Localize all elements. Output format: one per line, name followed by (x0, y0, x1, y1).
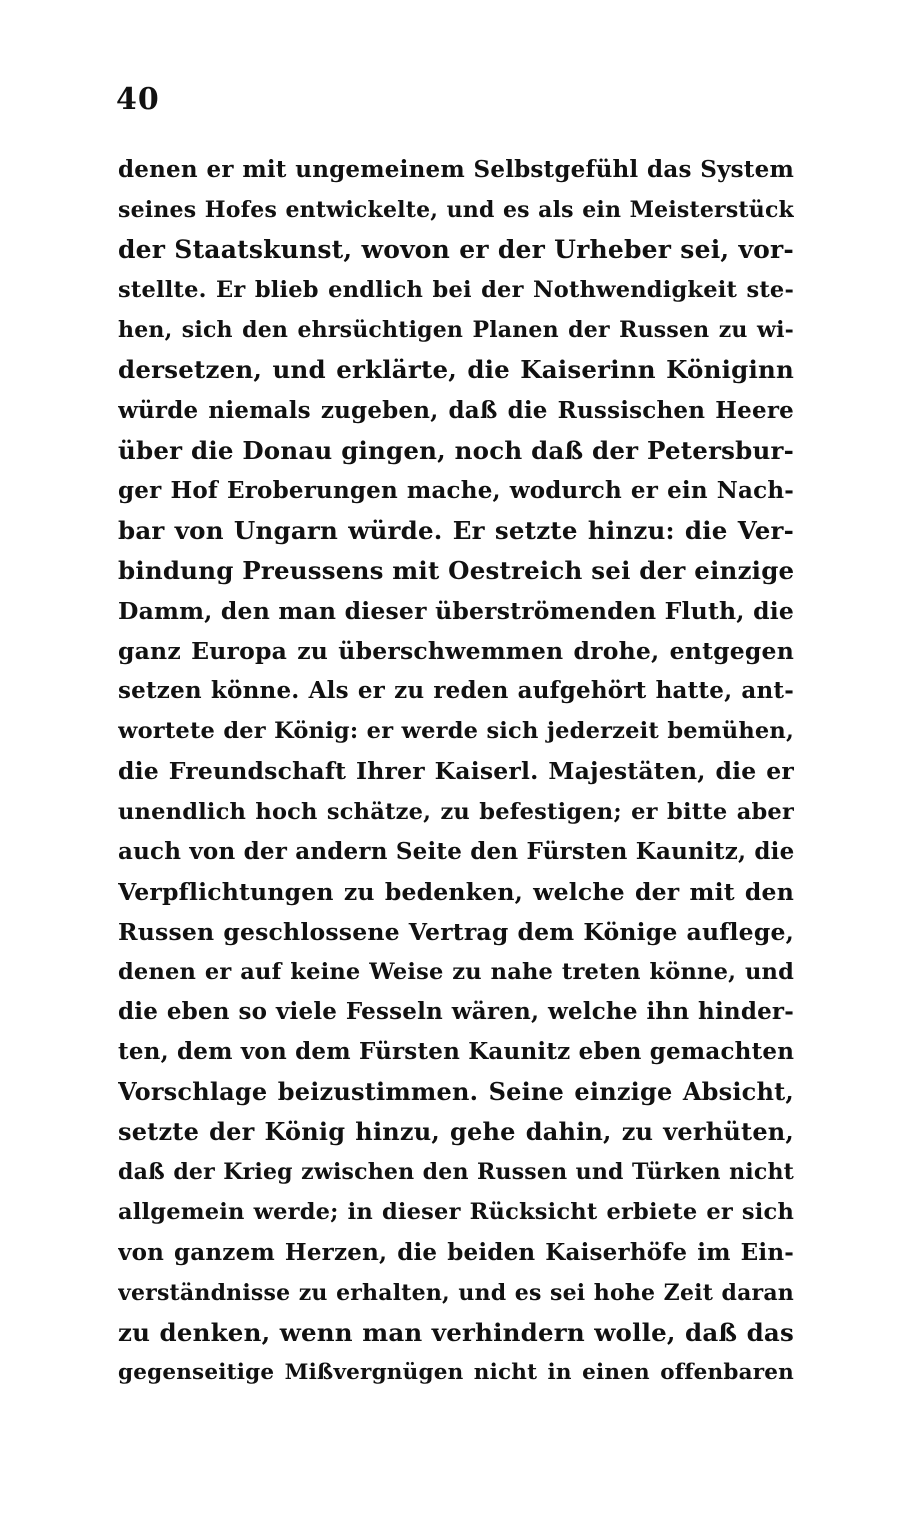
text-line: verständnisse zu erhalten, und es sei hohe Zeit daran (118, 1279, 794, 1306)
text-line: zu denken, wenn man verhindern wolle, daß das (118, 1317, 794, 1347)
text-line: auch von der andern Seite den Fürsten Kaunitz, die (118, 837, 794, 865)
text-line: setzte der König hinzu, gehe dahin, zu verhüten, (118, 1117, 794, 1147)
text-line: setzen könne. Als er zu reden aufgehört hatte, ant- (118, 677, 794, 705)
page-number: 40 (116, 82, 160, 117)
text-line: bar von Ungarn würde. Er setzte hinzu: die Ver- (118, 515, 794, 545)
text-line: daß der Krieg zwischen den Russen und Türken nicht (118, 1159, 794, 1186)
text-line: denen er mit ungemeinem Selbstgefühl das System (118, 156, 794, 183)
text-line: die eben so viele Fesseln wären, welche ihn hinder- (118, 997, 794, 1025)
text-line: über die Donau gingen, noch daß der Petersbur- (118, 435, 794, 465)
text-line: bindung Preussens mit Oestreich sei der einzige (118, 555, 794, 585)
text-line: allgemein werde; in dieser Rücksicht erbiete er sich (118, 1199, 794, 1226)
text-line: dersetzen, und erklärte, die Kaiserinn Königinn (118, 355, 794, 385)
text-line: die Freundschaft Ihrer Kaiserl. Majestäten, die er (118, 757, 794, 786)
text-line: hen, sich den ehrsüchtigen Planen der Russen zu wi- (118, 317, 794, 344)
text-line: der Staatskunst, wovon er der Urheber sei, vor- (118, 235, 794, 265)
text-line: von ganzem Herzen, die beiden Kaiserhöfe im Ein- (118, 1238, 794, 1266)
text-line: ganz Europa zu überschwemmen drohe, entgegen (118, 637, 794, 666)
text-line: seines Hofes entwickelte, und es als ein Meisterstück (118, 197, 794, 224)
text-line: stellte. Er blieb endlich bei der Nothwendigkeit ste- (118, 277, 794, 304)
text-line: würde niemals zugeben, daß die Russischen Heere (118, 396, 794, 424)
text-line: ger Hof Eroberungen mache, wodurch er ein Nach- (118, 476, 794, 504)
text-line: denen er auf keine Weise zu nahe treten könne, und (118, 958, 794, 985)
body-text (118, 150, 794, 1393)
text-line: gegenseitige Mißvergnügen nicht in einen offenbaren (118, 1359, 794, 1385)
text-line: wortete der König: er werde sich jederzeit bemühen, (118, 718, 794, 745)
text-line: ten, dem von dem Fürsten Kaunitz eben gemachten (118, 1038, 794, 1066)
text-line: Verpflichtungen zu bedenken, welche der mit den (118, 877, 794, 906)
text-line: Vorschlage beizustimmen. Seine einzige Absicht, (118, 1077, 794, 1107)
text-line: unendlich hoch schätze, zu befestigen; er bitte aber (118, 798, 794, 825)
text-line: Damm, den man dieser überströmenden Fluth, die (118, 597, 794, 626)
text-line: Russen geschlossene Vertrag dem Könige auflege, (118, 917, 794, 946)
